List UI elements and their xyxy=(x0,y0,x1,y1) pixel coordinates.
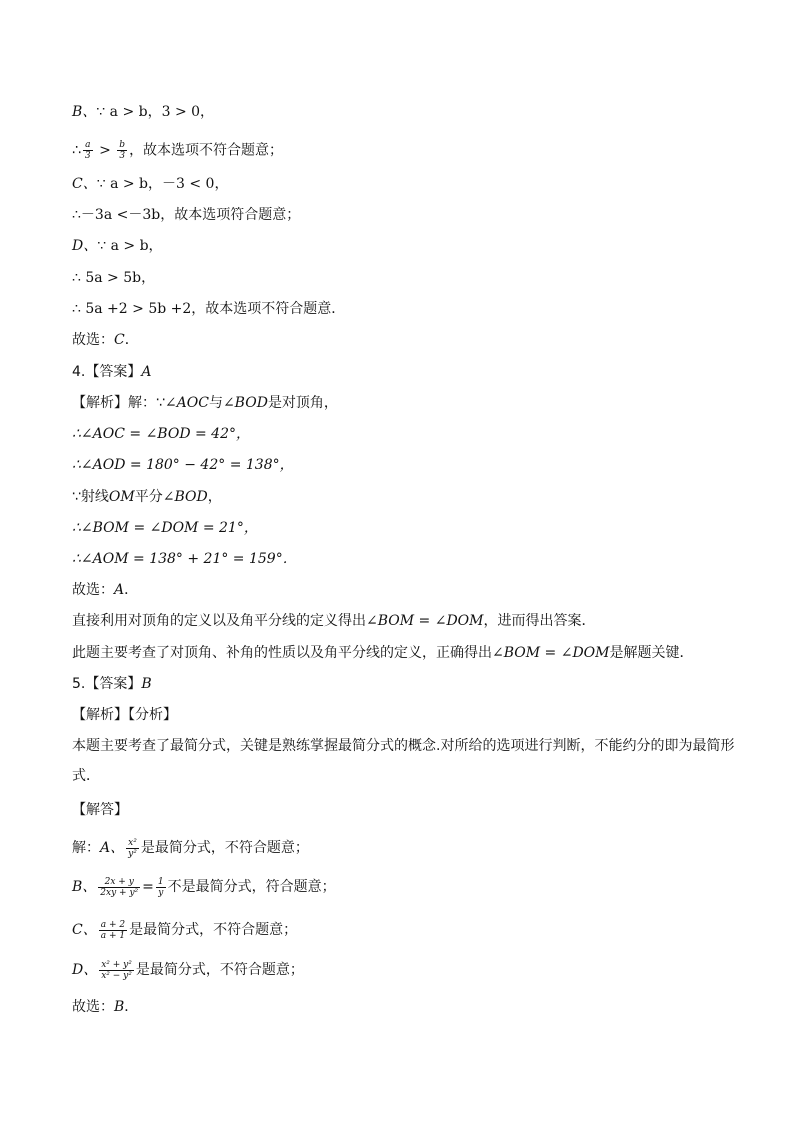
math-operator: > xyxy=(94,142,116,159)
option-d-condition xyxy=(72,236,754,256)
q5-final-choice xyxy=(72,997,754,1017)
math-operator: = xyxy=(142,879,154,895)
math-expression: ∴ 5a +2 > 5b +2 xyxy=(72,301,192,317)
choice-letter: C xyxy=(114,332,125,348)
math-expression: ∴∠AOD = 180° − 42° = 138°， xyxy=(72,457,294,473)
answer-label: 4.【答案】 xyxy=(72,364,142,380)
math-expression: ∴∠AOM = 138° + 21° = 159°． xyxy=(72,551,297,567)
denominator: 3 xyxy=(117,150,127,161)
ray-name: OM xyxy=(108,489,135,505)
choice-prefix: 故选： xyxy=(72,582,114,598)
explanation-text: 是解题关键． xyxy=(609,645,694,661)
q5-option-c xyxy=(72,918,754,942)
analysis-label: 【解析】解：∵ xyxy=(72,395,165,411)
q5-analysis-paragraph xyxy=(72,731,752,791)
q5-analysis-heading xyxy=(72,705,754,725)
option-c-condition xyxy=(72,174,754,194)
denominator: 3 xyxy=(84,151,91,161)
answer-label: 5.【答案】 xyxy=(72,676,142,692)
explanation-text: 是对顶角， xyxy=(267,395,338,411)
angle-name: ∠BOD xyxy=(162,489,208,505)
explanation-text: ，故本选项不符合题意． xyxy=(191,301,346,317)
solution-prefix: 解： xyxy=(72,840,100,856)
answer-letter: B xyxy=(141,676,152,692)
q4-final-choice xyxy=(72,580,754,600)
q4-step-5 xyxy=(72,549,754,569)
fraction xyxy=(98,877,140,898)
numerator: b xyxy=(119,140,126,150)
explanation-text: 是最简分式，不符合题意； xyxy=(135,962,304,978)
q5-option-d xyxy=(72,958,754,982)
choice-letter: B xyxy=(114,999,125,1015)
math-expression: ∠BOM = ∠DOM xyxy=(366,613,484,629)
option-c-conclusion xyxy=(72,205,754,225)
explanation-text: ，进而得出答案． xyxy=(483,613,596,629)
math-expression: ∵ a > b， xyxy=(97,238,163,254)
choice-prefix: 故选： xyxy=(72,999,114,1015)
option-label: D、 xyxy=(72,238,98,254)
therefore-symbol: ∴ xyxy=(72,142,81,159)
option-d-conclusion xyxy=(72,299,754,319)
q4-analysis-start xyxy=(72,393,754,413)
denominator: x² − y² xyxy=(101,970,132,981)
fraction-a-over-3 xyxy=(83,140,93,161)
fraction xyxy=(99,960,134,981)
punctuation: ． xyxy=(124,999,139,1015)
q4-step-2 xyxy=(72,455,754,475)
explanation-text: 直接利用对顶角的定义以及角平分线的定义得出 xyxy=(72,613,366,629)
punctuation: ． xyxy=(124,582,139,598)
choice-letter: A xyxy=(114,582,125,598)
denominator: y² xyxy=(128,848,137,859)
numerator: 2x + y xyxy=(104,876,134,887)
explanation-text: 是最简分式，不符合题意； xyxy=(140,840,309,856)
math-expression: ∵ a > b，3 > 0， xyxy=(96,104,215,120)
math-expression: ∵ a > b，－3 < 0， xyxy=(96,176,229,192)
option-label: C、 xyxy=(72,176,97,192)
option-label: C、 xyxy=(72,922,97,938)
q3-final-choice xyxy=(72,330,754,350)
explanation-text: ∵射线 xyxy=(72,489,109,505)
denominator: y xyxy=(156,887,166,898)
paragraph-text: 本题主要考查了最简分式，关键是熟练掌握最简分式的概念.对所给的选项进行判断，不能约分的即为最简形式． xyxy=(72,738,735,784)
explanation-text: ，故本选项不符合题意； xyxy=(129,142,284,159)
option-b-conclusion xyxy=(72,140,754,160)
numerator: a + 2 xyxy=(100,919,126,930)
math-expression: ∴∠BOM = ∠DOM = 21°， xyxy=(72,520,258,536)
option-label: B、 xyxy=(72,879,97,895)
explanation-text: 是最简分式，不符合题意； xyxy=(129,922,298,938)
fraction xyxy=(156,877,166,898)
q5-answer-heading xyxy=(72,674,754,694)
math-expression: ∴ 5a > 5b， xyxy=(72,270,156,286)
numerator: 1 xyxy=(157,876,164,887)
option-b-condition xyxy=(72,102,754,122)
q5-option-b xyxy=(72,875,754,899)
denominator: 2xy + y² xyxy=(100,887,139,898)
q4-step-3 xyxy=(72,487,754,507)
analysis-label: 【解析】【分析】 xyxy=(72,707,177,723)
q5-solution-heading xyxy=(72,800,754,820)
option-label: D、 xyxy=(72,962,98,978)
q4-step-4 xyxy=(72,518,754,538)
math-expression: ∴∠AOC = ∠BOD = 42°， xyxy=(72,426,250,442)
math-expression: ∠BOM = ∠DOM xyxy=(492,645,610,661)
numerator: x² + y² xyxy=(101,959,132,970)
choice-prefix: 故选： xyxy=(72,332,114,348)
q4-summary-note xyxy=(72,643,754,663)
angle-name: ∠AOC xyxy=(164,395,209,411)
option-label: B、 xyxy=(72,104,97,120)
explanation-text: 不是最简分式，符合题意； xyxy=(167,879,336,895)
fraction xyxy=(99,920,127,941)
q4-method-note xyxy=(72,611,754,631)
angle-name: ∠BOD xyxy=(222,395,268,411)
fraction xyxy=(126,838,139,859)
fraction-b-over-3 xyxy=(117,140,127,161)
denominator: a + 1 xyxy=(100,930,126,941)
explanation-text: ，故本选项符合题意； xyxy=(160,207,301,223)
punctuation: ． xyxy=(124,332,139,348)
solution-label: 【解答】 xyxy=(72,802,128,818)
numerator: a xyxy=(85,140,91,150)
numerator: x² xyxy=(128,837,137,848)
option-d-step xyxy=(72,268,754,288)
connector-text: 与 xyxy=(208,395,223,411)
connector-text: 平分 xyxy=(134,489,163,505)
q4-answer-heading xyxy=(72,362,754,382)
option-label: A、 xyxy=(100,840,125,856)
punctuation: ， xyxy=(207,489,222,505)
explanation-text: 此题主要考查了对顶角、补角的性质以及角平分线的定义，正确得出 xyxy=(72,645,492,661)
q5-option-a xyxy=(72,836,754,860)
q4-step-1 xyxy=(72,424,754,444)
answer-letter: A xyxy=(141,364,152,380)
math-expression: ∴－3a <－3b xyxy=(72,207,161,223)
